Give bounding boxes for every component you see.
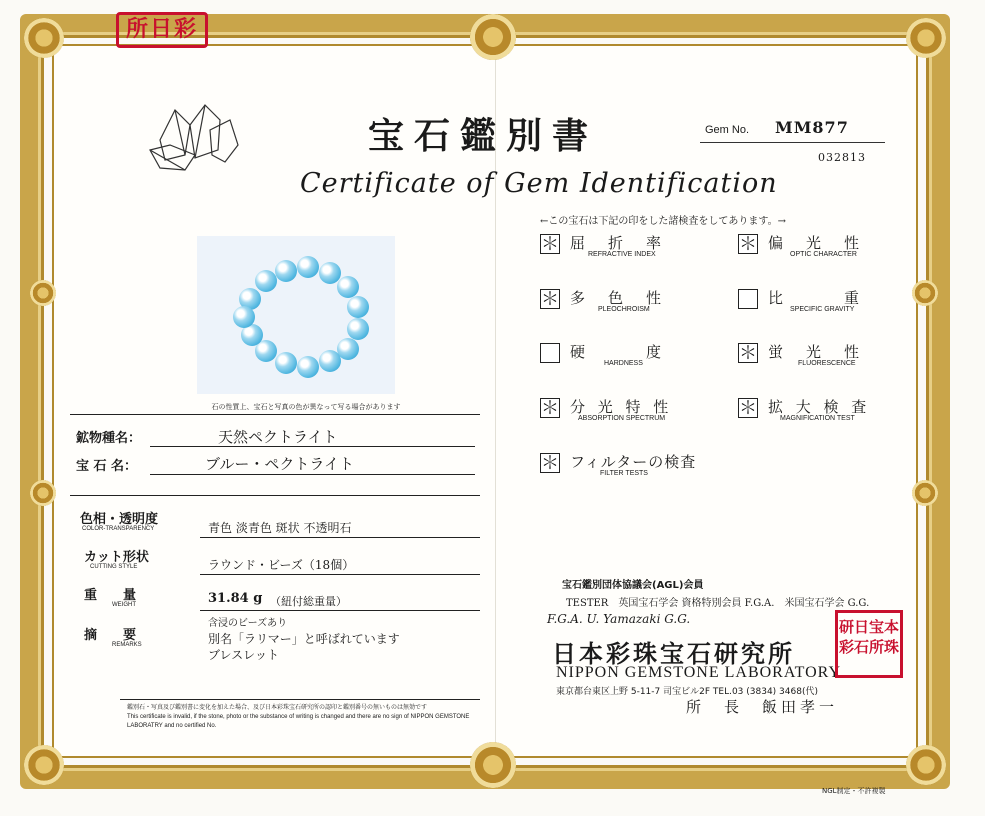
test-label: フィルターの検査 xyxy=(570,453,697,471)
bead xyxy=(297,256,319,278)
side-ornament xyxy=(30,280,56,306)
test-label-en: ABSORPTION SPECTRUM xyxy=(578,415,666,422)
bead xyxy=(233,306,255,328)
test-label: 比 重 xyxy=(768,289,864,307)
lab-name-en: NIPPON GEMSTONE LABORATORY xyxy=(556,664,841,681)
bottom-ornament xyxy=(470,742,516,788)
weight-value: 31.84 g xyxy=(208,591,263,606)
corner-ornament xyxy=(906,745,946,785)
test-label-en: FILTER TESTS xyxy=(600,470,648,477)
crystal-icon xyxy=(140,100,240,172)
ngl-note: NGL制定・不許複製 xyxy=(822,787,886,795)
bead xyxy=(255,270,277,292)
test-label-en: OPTIC CHARACTER xyxy=(790,251,857,258)
test-label: 多 色 性 xyxy=(570,289,666,307)
bead xyxy=(319,350,341,372)
side-ornament xyxy=(912,280,938,306)
lab-address: 東京都台東区上野 5-11-7 司宝ビル2F TEL.03 (3834) 3468(代) xyxy=(556,687,818,697)
tester-credentials: TESTER 英国宝石学会 資格特別会員 F.G.A. 米国宝石学会 G.G. xyxy=(566,598,870,609)
checkbox-absorption-spectrum: ＊ xyxy=(541,398,559,419)
test-label-en: HARDNESS xyxy=(604,360,643,367)
director: 所 長 飯田孝一 xyxy=(686,698,839,716)
divider xyxy=(70,414,480,415)
weight-label: 重 量 xyxy=(84,588,137,603)
cut-label: カット形状 xyxy=(84,550,149,565)
color-label: 色相・透明度 xyxy=(80,512,159,527)
tests-header: ←この宝石は下記の印をした諸検査をしてあります。→ xyxy=(540,216,786,227)
remarks-line: ブレスレット xyxy=(208,648,280,662)
test-label-en: REFRACTIVE INDEX xyxy=(588,251,656,258)
corner-ornament xyxy=(24,18,64,58)
bead xyxy=(275,352,297,374)
photo-note: 石の性質上、宝石と写真の色が異なって写る場合があります xyxy=(211,403,401,411)
field-line xyxy=(150,474,475,475)
remarks-label: 摘 要 xyxy=(84,628,137,643)
checkbox-refractive-index: ＊ xyxy=(541,234,559,255)
bead xyxy=(275,260,297,282)
title-english: Certificate of Gem Identification xyxy=(300,168,778,199)
checkbox-fluorescence: ＊ xyxy=(739,343,757,364)
checkbox-pleochroism: ＊ xyxy=(541,289,559,310)
test-label-en: PLEOCHROISM xyxy=(598,306,650,313)
red-seal: 研日宝本彩石所珠 xyxy=(835,610,903,678)
test-label-en: MAGNIFICATION TEST xyxy=(780,415,855,422)
lab-name-jp: 日本彩珠宝石研究所 xyxy=(552,640,795,668)
test-label-en: FLUORESCENCE xyxy=(798,360,856,367)
test-label: 硬 度 xyxy=(570,343,666,361)
footer-jp: 鑑別石・写真及び鑑別書に変化を加えた場合、及び日本彩珠宝石研究所の認印と鑑別番号の無いものは無効です xyxy=(127,705,428,711)
checkbox-hardness xyxy=(540,343,560,363)
gem-name-label: 宝 石 名： xyxy=(76,459,138,474)
divider xyxy=(70,495,480,496)
test-label: 分 光 特 性 xyxy=(570,398,673,416)
gem-no-value: MM877 xyxy=(775,118,849,137)
top-ornament xyxy=(470,14,516,60)
mineral-label: 鉱物種名： xyxy=(76,431,142,446)
side-ornament xyxy=(30,480,56,506)
title-japanese: 宝石鑑別書 xyxy=(368,115,599,157)
bead xyxy=(297,356,319,378)
remarks-line: 含浸のビーズあり xyxy=(208,618,288,629)
remarks-label-en: REMARKS xyxy=(112,642,142,648)
signature: F.G.A. U. Yamazaki G.G. xyxy=(547,612,691,626)
gem-name-value: ブルー・ペクトライト xyxy=(205,455,354,473)
footer-note xyxy=(127,704,472,731)
bead xyxy=(347,318,369,340)
test-label: 蛍 光 性 xyxy=(768,343,864,361)
corner-ornament xyxy=(24,745,64,785)
weight-note: （紐付総重量） xyxy=(270,595,347,608)
field-line xyxy=(200,610,480,611)
weight-label-en: WEIGHT xyxy=(112,602,136,608)
gem-photo xyxy=(197,236,395,394)
test-label: 屈 折 率 xyxy=(570,234,666,252)
checkbox-specific-gravity xyxy=(738,289,758,309)
test-label: 偏 光 性 xyxy=(768,234,864,252)
footer-en: This certificate is invalid, if the stone, photo or the substance of writing is changed and there are no sign of NIPPON GEMSTONE LABORATRY and no certified No. xyxy=(127,714,470,729)
checkbox-filter-tests: ＊ xyxy=(541,453,559,474)
test-label-en: SPECIFIC GRAVITY xyxy=(790,306,855,313)
red-stamp: 所日彩 xyxy=(116,12,208,48)
bead xyxy=(337,276,359,298)
color-value: 青色 淡青色 斑状 不透明石 xyxy=(208,521,352,535)
mineral-value: 天然ペクトライト xyxy=(218,428,338,446)
serial-number: 032813 xyxy=(818,151,866,164)
cut-label-en: CUTTING STYLE xyxy=(90,564,138,570)
test-label: 拡 大 検 査 xyxy=(768,398,871,416)
side-ornament xyxy=(912,480,938,506)
field-line xyxy=(200,574,480,575)
field-line xyxy=(200,537,480,538)
color-label-en: COLOR-TRANSPARENCY xyxy=(82,526,155,532)
corner-ornament xyxy=(906,18,946,58)
checkbox-optic-character: ＊ xyxy=(739,234,757,255)
remarks-line: 別名「ラリマー」と呼ばれています xyxy=(208,632,400,646)
divider xyxy=(120,699,480,700)
bead xyxy=(347,296,369,318)
association: 宝石鑑別団体協議会(AGL)会員 xyxy=(562,580,704,591)
gem-no-underline xyxy=(700,142,885,143)
checkbox-magnification-test: ＊ xyxy=(739,398,757,419)
gem-no-label: Gem No. xyxy=(705,124,750,136)
cut-value: ラウンド・ビーズ（18個） xyxy=(208,558,355,572)
field-line xyxy=(150,446,475,447)
